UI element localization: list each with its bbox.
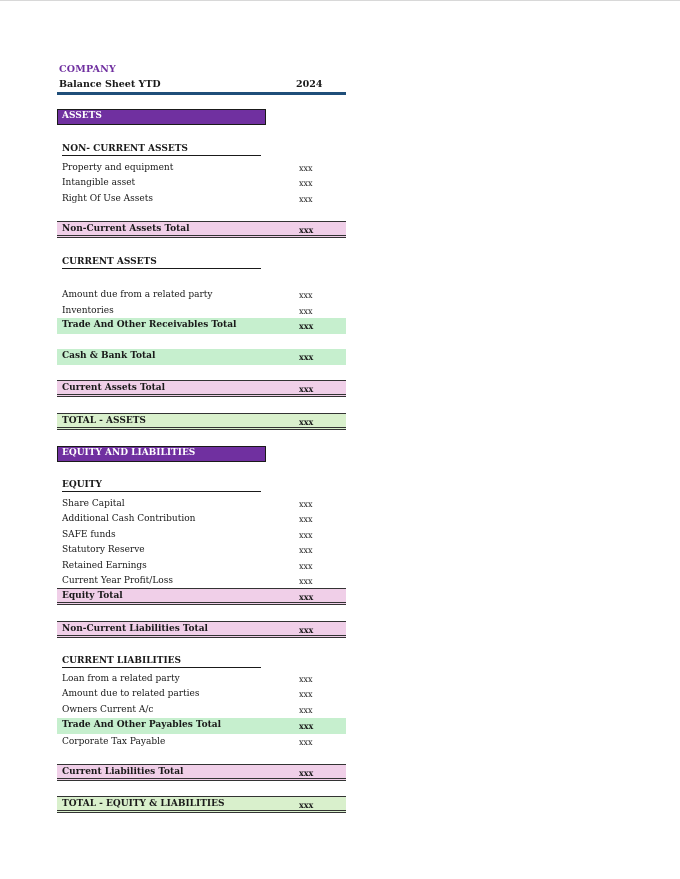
line-item-label: Loan from a related party [62,674,180,684]
line-item-label: Share Capital [62,499,125,509]
total-label: TOTAL - ASSETS [62,416,146,426]
line-item-value: xxx [299,195,313,204]
line-item-value: xxx [299,577,313,586]
line-item-value: xxx [299,738,313,747]
total-label: Current Assets Total [62,383,166,393]
current-assets-total-row [57,380,346,397]
current-liabilities-total-row [57,764,346,781]
total-label: Non-Current Liabilities Total [62,624,208,634]
total-value: xxx [299,352,314,362]
total-label: TOTAL - EQUITY & LIABILITIES [62,799,225,809]
line-item-label: Amount due to related parties [62,689,200,699]
line-item-value: xxx [299,546,313,555]
line-item-label: Corporate Tax Payable [62,737,166,747]
total-assets-row [57,413,346,430]
total-label: Non-Current Assets Total [62,224,190,234]
line-item-label: Right Of Use Assets [62,194,153,204]
line-item-label: Current Year Profit/Loss [62,576,173,586]
equity-total-row [57,588,346,605]
total-label: Trade And Other Payables Total [62,720,221,730]
total-value: xxx [299,225,314,235]
line-item-value: xxx [299,291,313,300]
total-label: Trade And Other Receivables Total [62,320,237,330]
year-column-header: 2024 [296,79,323,90]
total-label: Equity Total [62,591,123,601]
total-equity-liabilities-row [57,796,346,813]
total-value: xxx [299,721,314,731]
line-item-value: xxx [299,179,313,188]
line-item-label: Statutory Reserve [62,545,145,555]
line-item-value: xxx [299,500,313,509]
total-label: Cash & Bank Total [62,351,156,361]
total-label: Current Liabilities Total [62,767,184,777]
page-top-border [0,0,680,1]
non-current-assets-heading: NON- CURRENT ASSETS [62,144,261,156]
equity-heading: EQUITY [62,480,261,492]
assets-section-heading: ASSETS [57,109,266,125]
line-item-value: xxx [299,675,313,684]
line-item-label: Intangible asset [62,178,136,188]
current-assets-heading: CURRENT ASSETS [62,257,261,269]
line-item-value: xxx [299,690,313,699]
total-value: xxx [299,592,314,602]
line-item-label: Owners Current A/c [62,705,154,715]
total-value: xxx [299,321,314,331]
line-item-label: Retained Earnings [62,561,147,571]
line-item-label: Additional Cash Contribution [62,514,196,524]
sheet-title: Balance Sheet YTD [59,79,161,90]
title-underline [57,92,346,95]
line-item-value: xxx [299,562,313,571]
total-value: xxx [299,417,314,427]
line-item-value: xxx [299,531,313,540]
line-item-label: Property and equipment [62,163,174,173]
line-item-value: xxx [299,706,313,715]
non-current-liabilities-total-row [57,621,346,638]
equity-liabilities-section-heading: EQUITY AND LIABILITIES [57,446,266,462]
cash-bank-total-row [57,349,346,365]
total-value: xxx [299,768,314,778]
current-liabilities-heading: CURRENT LIABILITIES [62,656,261,668]
total-value: xxx [299,384,314,394]
total-value: xxx [299,625,314,635]
payables-total-row [57,718,346,734]
line-item-label: SAFE funds [62,530,116,540]
line-item-label: Inventories [62,306,114,316]
receivables-total-row [57,318,346,334]
company-name: COMPANY [59,64,117,75]
line-item-value: xxx [299,307,313,316]
total-value: xxx [299,800,314,810]
line-item-value: xxx [299,164,313,173]
line-item-label: Amount due from a related party [62,290,213,300]
non-current-assets-total-row [57,221,346,238]
line-item-value: xxx [299,515,313,524]
